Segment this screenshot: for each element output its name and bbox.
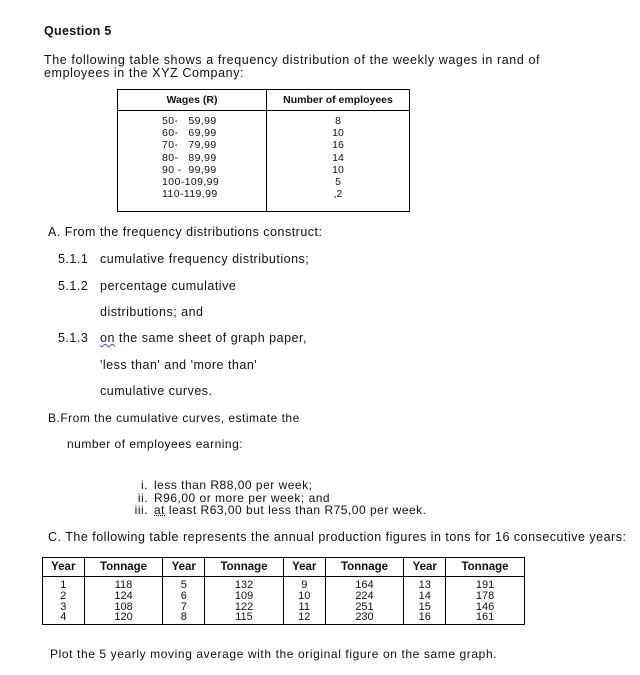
year-value: 4 — [60, 611, 67, 624]
employees-cell — [267, 111, 410, 212]
item-5-1-3-text-line3: cumulative curves. — [100, 384, 213, 398]
year-value: 10 — [298, 589, 311, 602]
tonnage-value: 251 — [355, 600, 374, 613]
employee-count: 16 — [332, 139, 344, 152]
employee-count: 10 — [332, 127, 344, 140]
item-5-1-3-number: 5.1.3 — [58, 331, 89, 345]
item-5-1-2-number: 5.1.2 — [58, 279, 89, 293]
tonnage-table — [42, 557, 525, 625]
tonnage-header: Tonnage — [84, 558, 163, 577]
wage-class: 90 - 99,99 — [162, 163, 217, 176]
wage-class: 80- 89,99 — [162, 151, 217, 164]
part-c-text: C. The following table represents the annual production figures in tons for 16 consecutive years: — [48, 530, 627, 544]
year-value: 5 — [180, 579, 187, 591]
list-item: ii. R96,00 or more per week; and — [137, 490, 331, 505]
wage-class: 60- 69,99 — [162, 127, 217, 140]
wage-class: 110-119,99 — [162, 188, 218, 201]
item-5-1-3-text-line2: 'less than' and 'more than' — [100, 358, 258, 372]
employees-header: Number of employees — [267, 90, 410, 111]
employee-count: 8 — [335, 115, 341, 127]
year-value: 16 — [418, 611, 431, 624]
employee-count: 14 — [332, 151, 344, 164]
year-value: 11 — [298, 600, 310, 613]
wages-header: Wages (R) — [118, 90, 267, 111]
part-b-list — [132, 479, 427, 517]
year-header: Year — [163, 558, 205, 577]
item-5-1-2-text-line2: distributions; and — [100, 305, 204, 319]
tonnage-value: 120 — [114, 611, 133, 624]
tonnage-cell — [205, 577, 284, 625]
table-row — [43, 577, 525, 625]
year-value: 14 — [418, 589, 431, 602]
part-b-line1: B.From the cumulative curves, estimate the — [48, 411, 300, 425]
tonnage-cell — [84, 577, 163, 625]
tonnage-value: 146 — [475, 600, 495, 613]
tonnage-value: 230 — [355, 611, 374, 624]
wages-cell — [118, 111, 267, 212]
year-value: 15 — [418, 600, 431, 613]
employee-count: 5 — [335, 176, 341, 189]
tonnage-cell — [446, 577, 525, 625]
employee-count: ,2 — [333, 188, 343, 201]
year-value: 2 — [60, 589, 67, 602]
list-item: iii. at least R63,00 but less than R75,00 per week. — [134, 503, 427, 518]
item-5-1-3-text-line1: on the same sheet of graph paper, — [100, 331, 307, 345]
wage-class: 100-109,99 — [162, 176, 220, 189]
year-value: 3 — [60, 600, 67, 613]
year-value: 12 — [298, 611, 311, 624]
tonnage-value: 178 — [475, 589, 495, 602]
year-value: 9 — [301, 579, 308, 591]
tonnage-value: 118 — [114, 579, 133, 591]
employee-count: 10 — [332, 163, 344, 176]
tonnage-value: 164 — [355, 579, 374, 591]
tonnage-value: 124 — [114, 589, 133, 602]
frequency-table — [117, 89, 410, 212]
year-header: Year — [43, 558, 85, 577]
tonnage-value: 108 — [114, 600, 133, 613]
year-value: 6 — [180, 589, 187, 602]
spellcheck-word: on — [100, 331, 115, 345]
list-item: i. less than R88,00 per week; — [141, 478, 313, 492]
item-5-1-1-text: cumulative frequency distributions; — [100, 252, 310, 266]
wage-class: 70- 79,99 — [162, 139, 217, 152]
year-value: 1 — [60, 579, 67, 591]
year-header: Year — [283, 558, 325, 577]
tonnage-value: 109 — [234, 589, 254, 602]
year-cell — [163, 577, 205, 625]
part-a-heading: A. From the frequency distributions construct: — [48, 225, 323, 239]
tonnage-header: Tonnage — [325, 558, 404, 577]
item-5-1-2-text-line1: percentage cumulative — [100, 279, 237, 293]
tonnage-header: Tonnage — [446, 558, 525, 577]
wage-class: 50- 59,99 — [162, 115, 217, 127]
year-value: 8 — [180, 611, 187, 624]
plot-instruction: Plot the 5 yearly moving average with the original figure on the same graph. — [50, 647, 498, 661]
tonnage-cell — [325, 577, 404, 625]
tonnage-value: 161 — [475, 611, 495, 624]
year-cell — [404, 577, 446, 625]
year-cell — [43, 577, 85, 625]
wages-list — [118, 111, 266, 200]
tonnage-value: 224 — [355, 589, 374, 602]
year-cell — [283, 577, 325, 625]
item-5-1-1-number: 5.1.1 — [58, 252, 89, 266]
tonnage-value: 122 — [234, 600, 254, 613]
tonnage-value: 191 — [475, 579, 495, 591]
question-title: Question 5 — [44, 24, 112, 38]
tonnage-value: 132 — [234, 579, 254, 591]
tonnage-value: 115 — [235, 611, 253, 624]
part-b-line2: number of employees earning: — [67, 437, 244, 451]
year-value: 13 — [418, 579, 431, 591]
intro-text: The following table shows a frequency distribution of the weekly wages in rand of employees in the XYZ Company: — [44, 53, 541, 80]
employees-list — [267, 111, 409, 200]
tonnage-header: Tonnage — [205, 558, 284, 577]
year-header: Year — [404, 558, 446, 577]
year-value: 7 — [180, 600, 187, 613]
